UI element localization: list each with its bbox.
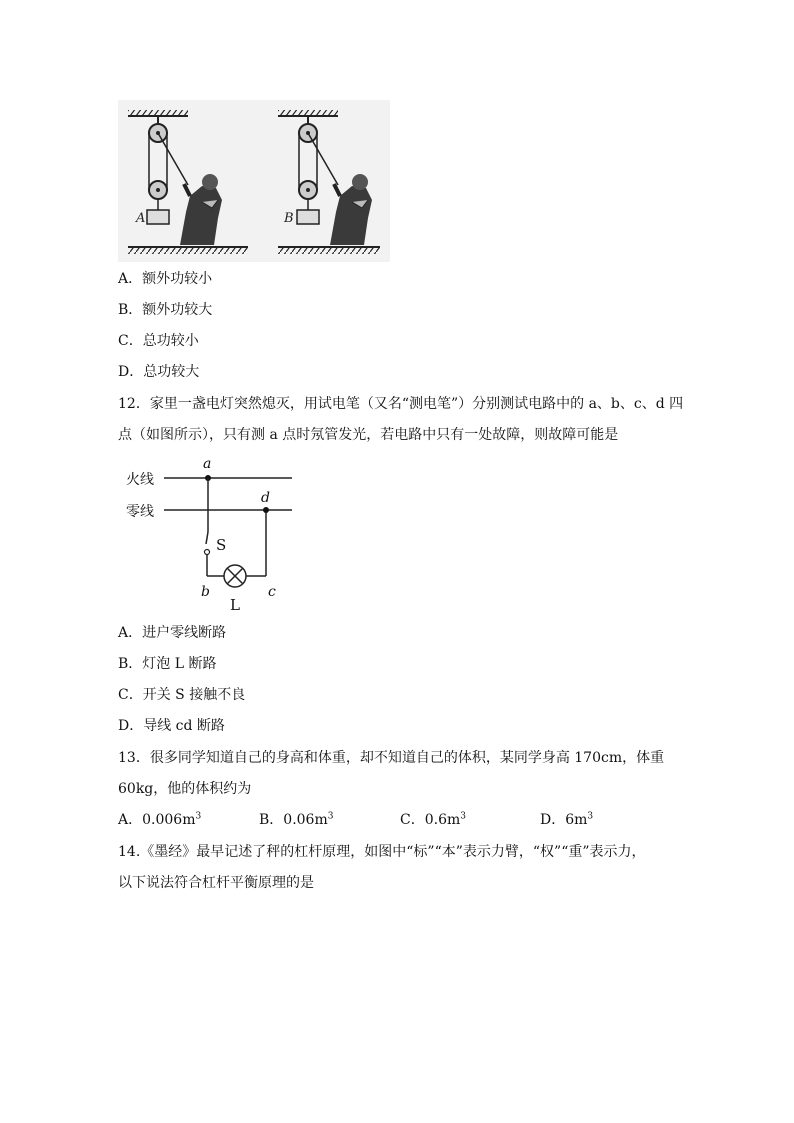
point-b-label: b (201, 584, 210, 600)
point-d-label: d (261, 490, 270, 506)
point-c-label: c (268, 584, 276, 600)
label-a: A (136, 211, 146, 226)
circuit-figure (118, 454, 308, 614)
q12-stem-line2: 点（如图所示），只有测 a 点时氖管发光，若电路中只有一处故障，则故障可能是 (118, 427, 619, 443)
point-a-label: a (203, 456, 212, 472)
pulley-diagram (118, 100, 390, 262)
floor-right (278, 247, 380, 254)
q13-option-a: A．$0.006m^3$ (118, 811, 202, 828)
live-wire-label: 火线 (126, 471, 154, 487)
person-left (180, 174, 222, 245)
q12-option-c: C．开关 S 接触不良 (118, 687, 246, 703)
lamp-label: L (230, 596, 240, 614)
pulley-figure (118, 100, 390, 262)
q11-option-b: B．额外功较大 (118, 302, 213, 318)
label-b: B (284, 211, 294, 226)
q13-option-b: B．$0.06m^3$ (259, 811, 334, 828)
q13-stem-line2: 60kg，他的体积约为 (118, 781, 252, 797)
weight-b (297, 210, 319, 224)
q11-option-d: D．总功较大 (118, 364, 200, 380)
q13-option-c: C．$0.6m^3$ (400, 811, 466, 828)
floor-left (128, 247, 248, 254)
person-right (330, 174, 372, 245)
q11-option-c: C．总功较小 (118, 333, 199, 349)
q12-option-b: B．灯泡 L 断路 (118, 656, 217, 672)
circuit-diagram (118, 454, 308, 614)
q13-option-d: D．$6m^3$ (540, 811, 594, 828)
switch-label: S (216, 536, 227, 554)
q11-option-a: A．额外功较小 (118, 271, 213, 287)
q14-stem-line1: 14.《墨经》最早记述了秤的杠杆原理，如图中“标”“本”表示力臂，“权”“重”表示力， (118, 844, 646, 860)
switch-contact (205, 550, 210, 555)
q14-stem-line2: 以下说法符合杠杆平衡原理的是 (118, 875, 314, 891)
neutral-wire-label: 零线 (126, 503, 154, 519)
switch-blade (206, 532, 208, 544)
q12-stem-line1: 12．家里一盏电灯突然熄灭，用试电笔（又名“测电笔”）分别测试电路中的 a、b、c、d 四 (118, 396, 684, 412)
point-d (263, 507, 269, 513)
weight-a (147, 210, 169, 224)
q12-option-a: A．进户零线断路 (118, 625, 227, 641)
q13-stem-line1: 13．很多同学知道自己的身高和体重，却不知道自己的体积，某同学身高 170cm，体重 (118, 750, 665, 766)
q12-option-d: D．导线 cd 断路 (118, 718, 225, 734)
